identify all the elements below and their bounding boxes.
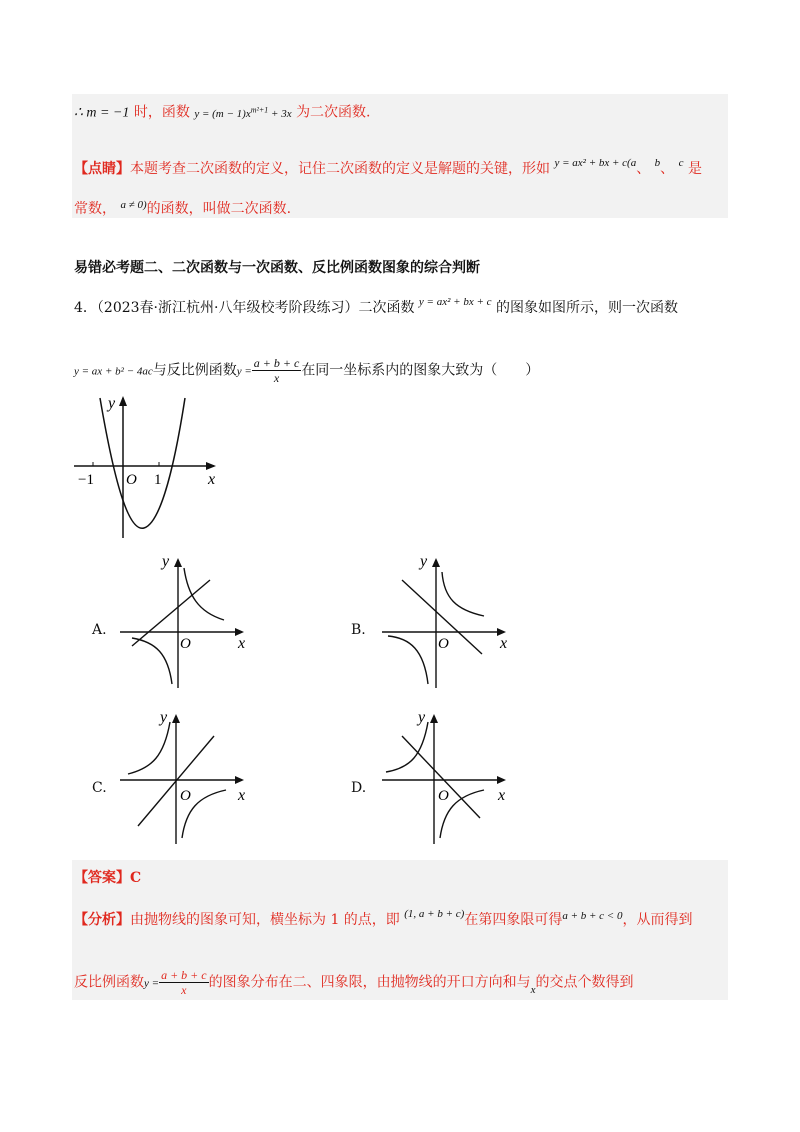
question-text-3: 在同一坐标系内的图象大致为（ ） [301,362,540,379]
prev-formula: $y = (m - 1)x^{m^2+1} + 3x$ [194,105,292,120]
main-y-label: y [108,395,116,412]
option-d-label: D. [351,780,367,796]
option-c-x-arrow [235,776,244,784]
answer-value: C [130,870,142,886]
comment-condition: a ≠ 0) [120,199,147,211]
prev-solution-line [74,100,371,124]
option-a-label: A. [92,622,107,638]
comment-line-1 [74,159,702,180]
analysis-line2c: 的交点个数得到 [535,974,634,991]
option-b-hyperbola-q1 [442,572,484,616]
option-d-hyperbola-q2 [386,722,428,772]
analysis-tag: 【分析】 [74,912,130,928]
option-c-graph [118,706,258,846]
analysis-inequality: a + b + c < 0 [562,910,623,922]
parabola-graph [70,392,230,542]
option-c-y-arrow [172,714,180,723]
comment-line-2 [74,199,291,220]
parabola-curve [100,398,185,528]
comment-line2b: 的函数，叫做二次函数. [146,201,292,217]
section-title: 易错必考题二、二次函数与一次函数、反比例函数图象的综合判断 [74,260,480,276]
option-c-origin: O [180,788,191,804]
question-number: 4． [74,300,97,316]
option-d-x-arrow [497,776,506,784]
prev-text: 时，函数 [133,104,190,121]
comment-sep-2: 、 [660,161,675,177]
comment-shi: 是 [687,161,702,177]
question-linear: y = ax + b² − 4ac [74,365,153,378]
option-b-origin: O [438,636,449,652]
answer-line [74,868,141,888]
main-tick-neg-label: −1 [78,472,94,488]
analysis-point: (1, a + b + c) [404,908,465,920]
option-a-y-label: y [162,553,170,570]
option-b-x-label: x [500,635,508,652]
comment-tag: 【点睛】 [74,161,130,177]
analysis-inverse-lhs: y = [144,977,160,990]
analysis-line2b: 的图象分布在二、四象限，由抛物线的开口方向和与 [208,974,531,991]
question-source: （2023春·浙江杭州·八年级校考阶段练习）二次函数 [96,300,415,316]
question-inverse-lhs: y = [236,365,252,378]
analysis-inverse-fraction: $\frac{a + b + c}{x}$ [161,968,207,997]
option-a-line [132,580,210,646]
prev-end-text: 为二次函数. [296,104,371,121]
comment-text: 本题考查二次函数的定义，记住二次函数的定义是解题的关键，形如 [130,161,550,177]
option-a-y-arrow [174,558,182,567]
option-a-hyperbola-q1 [184,568,224,620]
option-d-y-label: y [418,709,426,726]
option-d-origin: O [438,788,449,804]
analysis-text-1: 由抛物线的图象可知，横坐标为 1 的点，即 [130,912,400,928]
option-d-y-arrow [430,714,438,723]
option-b-y-arrow [432,558,440,567]
option-b-graph [380,550,520,690]
analysis-x: x [530,983,536,996]
analysis-text-2: 在第四象限可得 [464,912,563,928]
main-x-label: x [208,471,216,488]
comment-line2a: 常数， [74,201,116,217]
option-a-hyperbola-q3 [132,638,172,684]
main-origin-label: O [126,472,137,488]
analysis-line-1 [74,910,692,931]
comment-c: c [678,157,684,169]
analysis-text-3: ，从而得到 [622,912,693,928]
answer-tag: 【答案】 [74,870,130,886]
option-c-label: C. [92,780,107,796]
question-quadratic: y = ax² + bx + c [418,296,492,308]
main-tick-pos-label: 1 [154,472,162,488]
option-b-label: B. [351,622,366,638]
comment-b: b [654,157,661,169]
analysis-line-2 [74,968,633,997]
option-d-graph [380,706,520,846]
comment-sep-1: 、 [636,161,651,177]
question-text-2: 与反比例函数 [152,362,237,379]
option-d-x-label: x [498,787,506,804]
option-a-origin: O [180,636,191,652]
option-b-hyperbola-q3 [388,636,428,684]
analysis-line2a: 反比例函数 [74,974,144,991]
question-inverse-fraction: $\frac{a + b + c}{x}$ [253,356,300,385]
question-text-1: 的图象如图所示，则一次函数 [495,300,678,316]
option-b-y-label: y [420,553,428,570]
main-x-arrow [206,462,216,470]
question-line-2 [74,356,539,385]
question-line-1 [74,298,678,319]
option-c-x-label: x [238,787,246,804]
option-c-y-label: y [160,709,168,726]
comment-formula: y = ax² + bx + c(a [554,157,637,169]
option-d-line [402,736,480,818]
option-a-graph [118,550,258,690]
option-a-x-label: x [238,635,246,652]
prev-condition: ∴ m = −1 [74,105,130,121]
main-y-arrow [119,396,127,406]
option-c-hyperbola-q2 [128,722,170,774]
